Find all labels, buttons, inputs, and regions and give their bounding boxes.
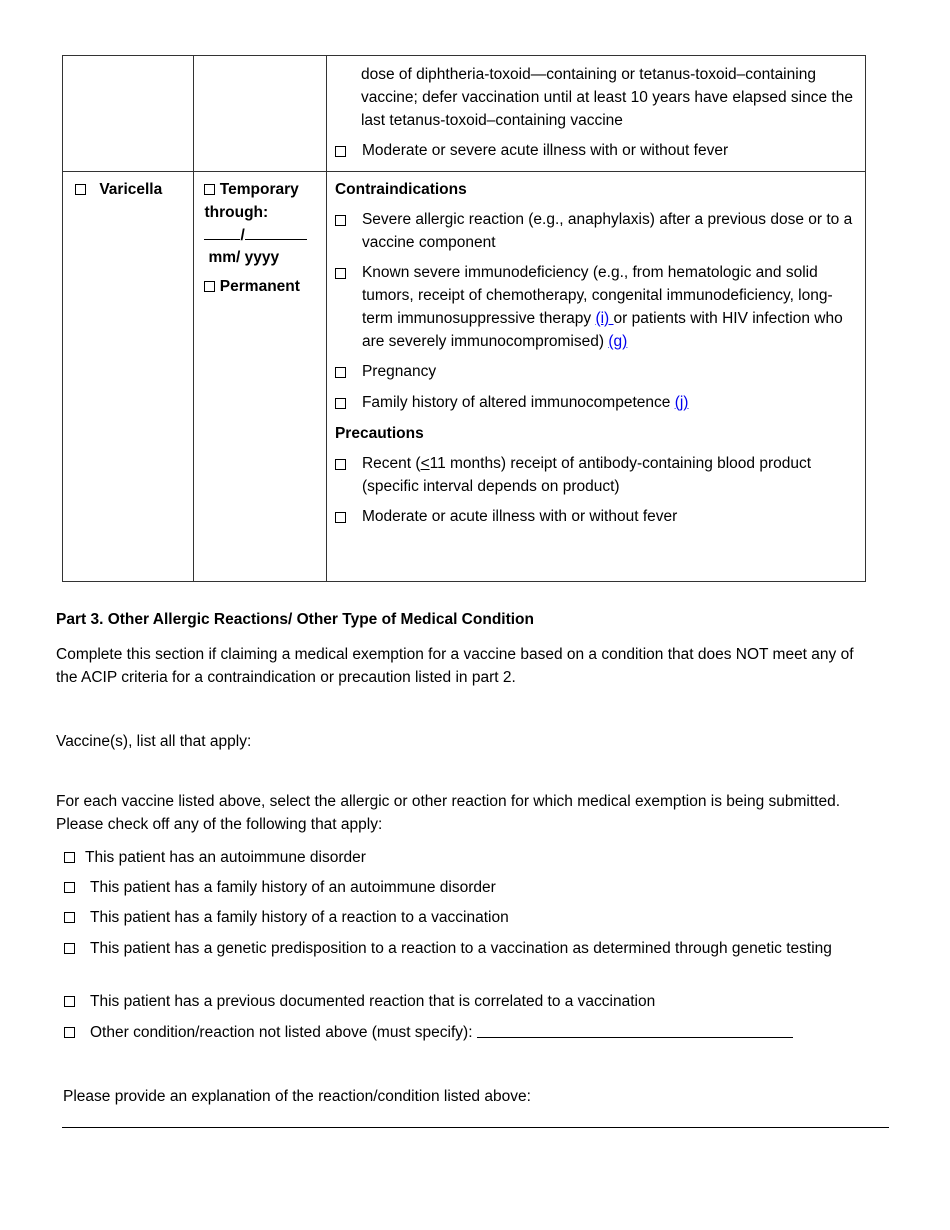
precaution-item[interactable]: Recent (<11 months) receipt of antibody-containing blood product (specific interval depends on product) [335, 452, 857, 498]
precaution-item[interactable]: Moderate or severe acute illness with or without fever [335, 139, 857, 163]
checkbox[interactable] [335, 268, 346, 279]
specify-input[interactable] [477, 1021, 793, 1038]
footnote-link[interactable]: (g) [608, 333, 628, 350]
checkbox[interactable] [335, 215, 346, 226]
checkbox[interactable] [335, 398, 346, 409]
permanent-checkbox[interactable] [204, 281, 215, 292]
duration-cell [194, 56, 326, 172]
option-item[interactable]: This patient has a family history of a reaction to a vaccination [64, 906, 884, 929]
precautions-heading: Precautions [334, 425, 424, 442]
contraindication-item[interactable]: Severe allergic reaction (e.g., anaphylaxis) after a previous dose or to a vaccine component [335, 208, 857, 254]
checkbox[interactable] [335, 146, 346, 157]
option-item[interactable]: This patient has a previous documented reaction that is correlated to a vaccination [64, 990, 884, 1013]
contraindications-heading: Contraindications [334, 181, 467, 198]
contraindication-item[interactable]: Family history of altered immunocompetence (j) [335, 391, 857, 415]
checkbox[interactable] [64, 882, 75, 893]
checkbox[interactable] [335, 512, 346, 523]
checkbox[interactable] [64, 1027, 75, 1038]
table-row [63, 172, 866, 582]
conditions-cell [326, 172, 865, 582]
continued-text: dose of diphtheria-toxoid—containing or tetanus-toxoid–containing vaccine; defer vaccination until at least 10 years have elapsed since the last tetanus-toxoid–containing vaccine [360, 66, 853, 129]
vaccine-cell [63, 172, 194, 582]
temporary-checkbox[interactable] [204, 184, 215, 195]
date-input[interactable]: / [204, 224, 325, 246]
checkbox[interactable] [335, 367, 346, 378]
varicella-checkbox[interactable] [75, 184, 86, 195]
vaccine-name: Varicella [99, 181, 163, 198]
contraindication-item[interactable]: Pregnancy [335, 360, 857, 384]
temporary-label: Temporary [219, 181, 299, 198]
checkbox[interactable] [64, 912, 75, 923]
checkbox[interactable] [64, 943, 75, 954]
conditions-cell [326, 56, 865, 172]
duration-cell [194, 172, 326, 582]
contraindication-item[interactable]: Known severe immunodeficiency (e.g., from hematologic and solid tumors, receipt of chemotherapy, congenital immunodeficiency, long-term immunosuppressive therapy (i) or patients with HIV infection who are severely immunocompromised) (g) [335, 261, 857, 353]
instructions: For each vaccine listed above, select the allergic or other reaction for which medical exemption is being submitted. Please check off any of the following that apply: [56, 793, 841, 833]
option-item[interactable]: Other condition/reaction not listed above (must specify): [64, 1021, 884, 1044]
exemption-table [62, 55, 866, 582]
explanation-input[interactable] [62, 1127, 889, 1128]
part3-intro: Complete this section if claiming a medical exemption for a vaccine based on a condition that does NOT meet any of the ACIP criteria for a contraindication or precaution listed in part 2. [56, 646, 854, 686]
footnote-link[interactable]: (j) [674, 394, 689, 411]
option-item[interactable]: This patient has an autoimmune disorder [64, 846, 884, 869]
checkbox[interactable] [64, 996, 75, 1007]
footnote-link[interactable]: (i) [595, 310, 614, 327]
vaccine-cell [63, 56, 194, 172]
checkbox[interactable] [335, 459, 346, 470]
option-item[interactable]: This patient has a family history of an autoimmune disorder [64, 876, 884, 899]
permanent-label: Permanent [219, 278, 300, 295]
table-row [63, 56, 866, 172]
checkbox[interactable] [64, 852, 75, 863]
precaution-item[interactable]: Moderate or acute illness with or without fever [335, 505, 857, 529]
explanation-label: Please provide an explanation of the reaction/condition listed above: [63, 1088, 531, 1105]
through-label: through: [204, 204, 269, 221]
date-format: mm/ yyyy [208, 249, 280, 266]
vaccines-label: Vaccine(s), list all that apply: [56, 733, 252, 750]
option-item[interactable]: This patient has a genetic predisposition to a reaction to a vaccination as determined through genetic testing [64, 937, 864, 960]
part3-title: Part 3. Other Allergic Reactions/ Other Type of Medical Condition [56, 611, 534, 628]
